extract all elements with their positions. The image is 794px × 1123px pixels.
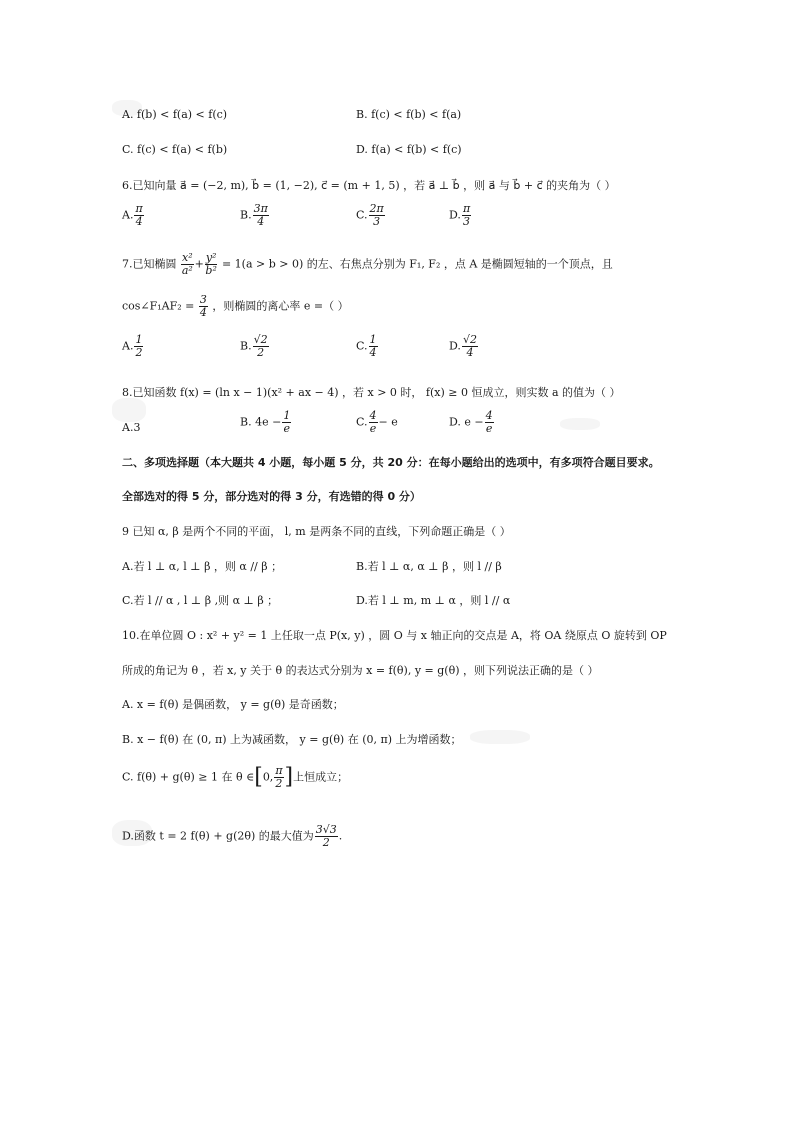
numerator: π <box>275 764 283 777</box>
q8-option-c <box>356 410 398 435</box>
stem-text: 7.已知椭圆 <box>122 257 177 271</box>
q6-option-a <box>122 203 145 228</box>
option-label: D. <box>449 208 461 222</box>
interval-start: 0, <box>262 770 274 784</box>
numerator: 1 <box>283 409 291 422</box>
bracket-close: ] <box>284 764 294 790</box>
fraction <box>134 334 143 359</box>
numerator: π <box>462 202 471 215</box>
option-label: A. <box>122 339 134 353</box>
fraction <box>485 410 494 435</box>
denominator: 4 <box>135 215 143 228</box>
q5-option-c: C. f(c) < f(a) < f(b) <box>122 143 228 156</box>
bracket-open: [ <box>254 764 263 790</box>
denominator: b² <box>205 264 217 277</box>
operator: + <box>194 257 204 271</box>
fraction <box>369 203 385 228</box>
fraction <box>315 824 338 849</box>
option-label: A. <box>122 208 134 222</box>
option-text: C. f(θ) + g(θ) ≥ 1 在 θ ∈ <box>122 770 255 784</box>
fraction <box>282 410 291 435</box>
numerator: y² <box>205 251 217 264</box>
option-label: B. <box>240 208 252 222</box>
denominator: 2 <box>322 836 330 849</box>
fraction <box>462 334 478 359</box>
denominator: 2 <box>257 346 265 359</box>
q8-option-a: A.3 <box>122 421 141 434</box>
fraction <box>369 410 378 435</box>
q7-option-c <box>356 334 379 359</box>
section2-heading-line2: 全部选对的得 5 分，部分选对的得 3 分，有选错的得 0 分） <box>122 490 421 503</box>
option-label: D. <box>449 339 461 353</box>
q10-option-c <box>122 765 348 790</box>
numerator: x² <box>182 251 193 264</box>
denominator: e <box>283 422 291 435</box>
numerator: 4 <box>369 409 377 422</box>
stem-text: cos∠F₁AF₂ = <box>122 299 195 313</box>
scan-smudge <box>470 730 530 744</box>
fraction <box>369 334 378 359</box>
option-tail: − e <box>378 415 398 429</box>
q7-stem-line2 <box>122 294 349 319</box>
q9-stem: 9 已知 α, β 是两个不同的平面， l, m 是两条不同的直线，下列命题正确是（ ） <box>122 525 511 538</box>
q6-option-c <box>356 203 386 228</box>
denominator: 4 <box>369 346 377 359</box>
option-label: C. <box>356 415 368 429</box>
numerator: 3π <box>253 202 268 215</box>
q10-stem: 10.在单位圆 O : x² + y² = 1 上任取一点 P(x, y) ，圆 O 与 x 轴正向的交点是 A，将 OA 绕原点 O 旋转到 OP <box>122 629 667 642</box>
q5-option-a: A. f(b) < f(a) < f(c) <box>122 108 228 121</box>
q6-option-b <box>240 203 270 228</box>
stem-text: = 1(a > b > 0) 的左、右焦点分别为 F₁, F₂ ，点 A 是椭圆短轴的一个顶点，且 <box>221 257 613 271</box>
numerator: √2 <box>462 333 477 346</box>
q8-option-b <box>240 410 292 435</box>
numerator: 1 <box>135 333 143 346</box>
q7-option-b <box>240 334 270 359</box>
denominator: 3 <box>373 215 381 228</box>
q5-option-b: B. f(c) < f(b) < f(a) <box>356 108 462 121</box>
denominator: e <box>485 422 493 435</box>
denominator: 2 <box>135 346 143 359</box>
fraction <box>253 203 269 228</box>
denominator: 4 <box>199 306 207 319</box>
option-label: B. <box>240 339 252 353</box>
section2-heading: 二、多项选择题（本大题共 4 小题，每小题 5 分，共 20 分：在每小题给出的选项中，有多项符合题目要求。 <box>122 456 660 469</box>
denominator: 2 <box>275 777 283 790</box>
numerator: π <box>135 202 143 215</box>
numerator: 1 <box>369 333 377 346</box>
numerator: √2 <box>253 333 268 346</box>
option-label: C. <box>356 208 368 222</box>
denominator: 4 <box>257 215 265 228</box>
numerator: 4 <box>485 409 493 422</box>
fraction <box>253 334 269 359</box>
q10-stem-line2: 所成的角记为 θ ，若 x, y 关于 θ 的表达式分别为 x = f(θ), y = g(θ) ，则下列说法正确的是（ ） <box>122 664 599 677</box>
stem-text: ，则椭圆的离心率 e =（ ） <box>212 299 349 313</box>
q9-option-c: C.若 l // α , l ⊥ β ,则 α ⊥ β ； <box>122 594 279 607</box>
denominator: a² <box>181 264 193 277</box>
q9-option-a: A.若 l ⊥ α, l ⊥ β ，则 α // β ； <box>122 560 283 573</box>
option-label: C. <box>356 339 368 353</box>
q6-stem: 6.已知向量 a⃗ = (−2, m), b⃗ = (1, −2), c⃗ = (m + 1, 5) ，若 a⃗ ⊥ b⃗ ，则 a⃗ 与 b⃗ + c⃗ 的夹角为（ ） <box>122 179 616 192</box>
fraction <box>205 252 218 277</box>
fraction <box>199 294 208 319</box>
q7-stem <box>122 252 613 277</box>
fraction <box>274 765 283 790</box>
q9-option-b: B.若 l ⊥ α, α ⊥ β ，则 l // β <box>356 560 502 573</box>
q10-option-d <box>122 824 342 849</box>
scan-smudge <box>560 418 600 430</box>
option-label: B. 4e − <box>240 415 282 429</box>
q10-option-b: B. x − f(θ) 在 (0, π) 上为减函数， y = g(θ) 在 (0, π) 上为增函数； <box>122 733 462 746</box>
q10-option-a: A. x = f(θ) 是偶函数， y = g(θ) 是奇函数； <box>122 698 344 711</box>
q7-option-d <box>449 334 479 359</box>
q6-option-d <box>449 203 472 228</box>
q9-option-d: D.若 l ⊥ m, m ⊥ α ，则 l // α <box>356 594 511 607</box>
denominator: 4 <box>466 346 474 359</box>
scan-smudge <box>112 398 146 422</box>
denominator: 3 <box>463 215 471 228</box>
numerator: 3√3 <box>315 823 337 836</box>
option-text: 上恒成立； <box>293 770 349 784</box>
option-tail: . <box>338 829 343 843</box>
q8-option-d <box>449 410 495 435</box>
numerator: 3 <box>199 293 207 306</box>
q8-stem: 8.已知函数 f(x) = (ln x − 1)(x² + ax − 4) ，若 x > 0 时， f(x) ≥ 0 恒成立，则实数 a 的值为（ ） <box>122 386 621 399</box>
option-label: D. e − <box>449 415 484 429</box>
denominator: e <box>369 422 377 435</box>
fraction <box>181 252 194 277</box>
fraction <box>462 203 471 228</box>
q7-option-a <box>122 334 144 359</box>
numerator: 2π <box>369 202 384 215</box>
q5-option-d: D. f(a) < f(b) < f(c) <box>356 143 462 156</box>
option-text: D.函数 t = 2 f(θ) + g(2θ) 的最大值为 <box>122 829 314 843</box>
fraction <box>134 203 143 228</box>
